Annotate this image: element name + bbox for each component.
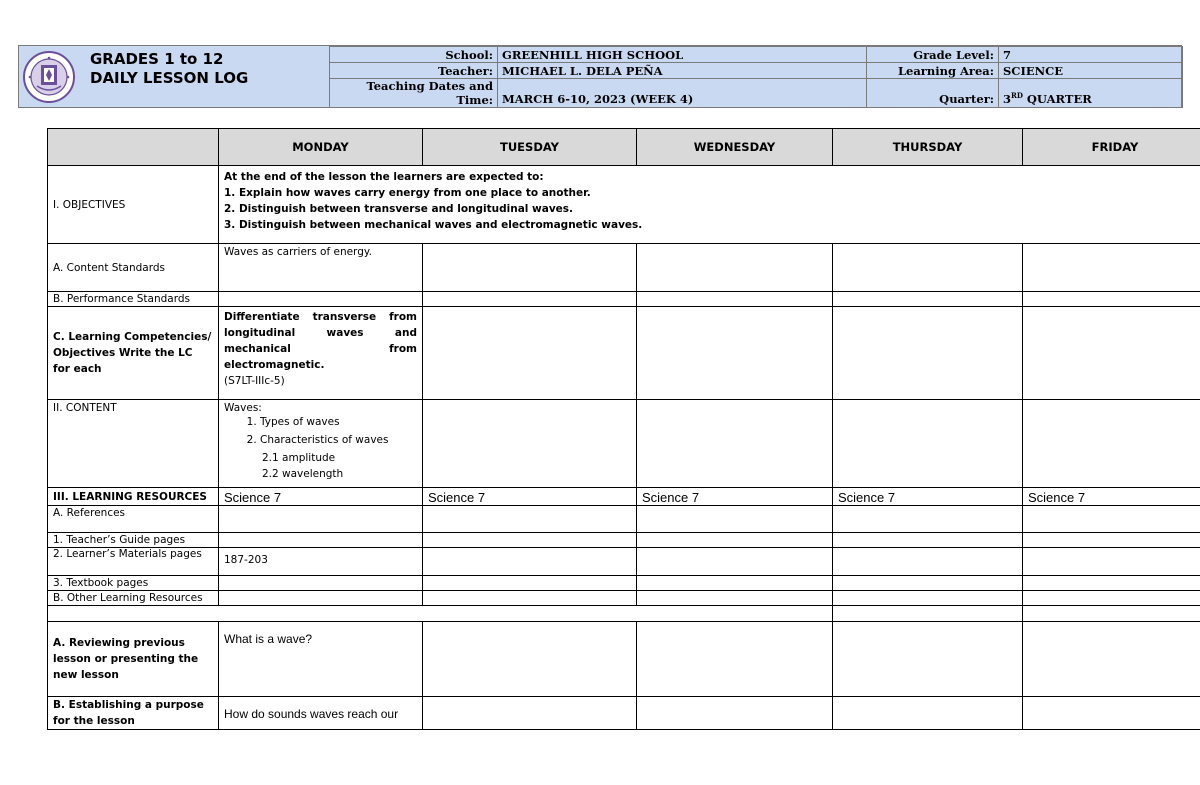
content-standards-tuesday bbox=[423, 244, 637, 292]
learning-resources-label: III. LEARNING RESOURCES bbox=[48, 488, 219, 506]
learning-resources-row bbox=[48, 488, 1200, 506]
content-list: 1. Types of waves 2. Characteristics of waves bbox=[224, 416, 417, 446]
content-friday bbox=[1023, 400, 1200, 488]
purpose-friday bbox=[1023, 697, 1200, 730]
competencies-monday: Differentiate transverse from longitudinal waves and mechanical from electromagnetic. (S7LT-IIIc-5) bbox=[219, 307, 423, 400]
content-thursday bbox=[833, 400, 1023, 488]
other-resources-monday bbox=[219, 591, 423, 606]
other-resources-row bbox=[48, 591, 1200, 606]
grade-level-label: Grade Level: bbox=[867, 47, 999, 63]
teacher-label: Teacher: bbox=[330, 63, 498, 79]
content-standards-label: A. Content Standards bbox=[48, 244, 219, 292]
content-standards-monday: Waves as carriers of energy. bbox=[219, 244, 423, 292]
corner-cell bbox=[48, 129, 219, 166]
learners-materials-wednesday bbox=[637, 548, 833, 576]
reviewing-thursday bbox=[833, 622, 1023, 697]
other-resources-tuesday bbox=[423, 591, 637, 606]
objectives-row bbox=[48, 166, 1200, 244]
learners-materials-thursday bbox=[833, 548, 1023, 576]
teachers-guide-friday bbox=[1023, 533, 1200, 548]
objectives-label: I. OBJECTIVES bbox=[48, 166, 219, 244]
reviewing-monday: What is a wave? bbox=[219, 622, 423, 697]
textbook-wednesday bbox=[637, 576, 833, 591]
performance-standards-friday bbox=[1023, 292, 1200, 307]
content-wednesday bbox=[637, 400, 833, 488]
header-info-table bbox=[329, 46, 1183, 108]
objectives-text: At the end of the lesson the learners are expected to: 1. Explain how waves carry energy from one place to another. 2. Distinguish between transverse and longitudinal waves. 3. Distinguish between mechanical waves and electromagnetic waves. bbox=[219, 166, 1200, 244]
day-header-tuesday: TUESDAY bbox=[423, 129, 637, 166]
content-standards-thursday bbox=[833, 244, 1023, 292]
quarter-value: 3RD QUARTER bbox=[999, 79, 1183, 108]
performance-standards-label: B. Performance Standards bbox=[48, 292, 219, 307]
resources-tuesday: Science 7 bbox=[423, 488, 637, 506]
learners-materials-friday bbox=[1023, 548, 1200, 576]
reviewing-label: A. Reviewing previous lesson or presenting the new lesson bbox=[48, 622, 219, 697]
learning-area-label: Learning Area: bbox=[867, 63, 999, 79]
document-title: GRADES 1 to 12 DAILY LESSON LOG bbox=[90, 50, 249, 87]
spacer-thursday bbox=[833, 606, 1023, 622]
performance-standards-wednesday bbox=[637, 292, 833, 307]
spacer-row bbox=[48, 606, 1200, 622]
competencies-tuesday bbox=[423, 307, 637, 400]
textbook-label: 3. Textbook pages bbox=[48, 576, 219, 591]
other-resources-thursday bbox=[833, 591, 1023, 606]
references-monday bbox=[219, 506, 423, 533]
content-tuesday bbox=[423, 400, 637, 488]
other-resources-wednesday bbox=[637, 591, 833, 606]
textbook-thursday bbox=[833, 576, 1023, 591]
purpose-wednesday bbox=[637, 697, 833, 730]
purpose-thursday bbox=[833, 697, 1023, 730]
textbook-friday bbox=[1023, 576, 1200, 591]
learners-materials-monday: 187-203 bbox=[219, 548, 423, 576]
teachers-guide-tuesday bbox=[423, 533, 637, 548]
competencies-friday bbox=[1023, 307, 1200, 400]
spacer-cell bbox=[48, 606, 833, 622]
day-header-wednesday: WEDNESDAY bbox=[637, 129, 833, 166]
days-header-row bbox=[48, 129, 1200, 166]
references-row bbox=[48, 506, 1200, 533]
references-thursday bbox=[833, 506, 1023, 533]
reviewing-tuesday bbox=[423, 622, 637, 697]
other-resources-label: B. Other Learning Resources bbox=[48, 591, 219, 606]
content-row bbox=[48, 400, 1200, 488]
references-friday bbox=[1023, 506, 1200, 533]
day-header-monday: MONDAY bbox=[219, 129, 423, 166]
school-value: GREENHILL HIGH SCHOOL bbox=[498, 47, 867, 63]
reviewing-friday bbox=[1023, 622, 1200, 697]
performance-standards-row bbox=[48, 292, 1200, 307]
resources-wednesday: Science 7 bbox=[637, 488, 833, 506]
resources-monday: Science 7 bbox=[219, 488, 423, 506]
competencies-label: C. Learning Competencies/ Objectives Write the LC for each bbox=[48, 307, 219, 400]
teachers-guide-monday bbox=[219, 533, 423, 548]
learners-materials-label: 2. Learner’s Materials pages bbox=[48, 548, 219, 576]
references-wednesday bbox=[637, 506, 833, 533]
textbook-monday bbox=[219, 576, 423, 591]
other-resources-friday bbox=[1023, 591, 1200, 606]
day-header-friday: FRIDAY bbox=[1023, 129, 1200, 166]
school-label: School: bbox=[330, 47, 498, 63]
purpose-label: B. Establishing a purpose for the lesson bbox=[48, 697, 219, 730]
performance-standards-thursday bbox=[833, 292, 1023, 307]
content-standards-friday bbox=[1023, 244, 1200, 292]
performance-standards-tuesday bbox=[423, 292, 637, 307]
content-standards-row bbox=[48, 244, 1200, 292]
day-header-thursday: THURSDAY bbox=[833, 129, 1023, 166]
lesson-log-table bbox=[47, 128, 1200, 730]
references-label: A. References bbox=[48, 506, 219, 533]
lesson-log-header bbox=[18, 45, 1182, 108]
learners-materials-tuesday bbox=[423, 548, 637, 576]
learners-materials-row bbox=[48, 548, 1200, 576]
competencies-row bbox=[48, 307, 1200, 400]
content-label: II. CONTENT bbox=[48, 400, 219, 488]
references-tuesday bbox=[423, 506, 637, 533]
resources-thursday: Science 7 bbox=[833, 488, 1023, 506]
reviewing-row bbox=[48, 622, 1200, 697]
performance-standards-monday bbox=[219, 292, 423, 307]
teachers-guide-row bbox=[48, 533, 1200, 548]
resources-friday: Science 7 bbox=[1023, 488, 1200, 506]
textbook-row bbox=[48, 576, 1200, 591]
purpose-tuesday bbox=[423, 697, 637, 730]
grade-level-value: 7 bbox=[999, 47, 1183, 63]
competencies-thursday bbox=[833, 307, 1023, 400]
textbook-tuesday bbox=[423, 576, 637, 591]
deped-seal-icon bbox=[22, 50, 76, 104]
teaching-dates-value: MARCH 6-10, 2023 (WEEK 4) bbox=[498, 79, 867, 108]
content-standards-wednesday bbox=[637, 244, 833, 292]
teachers-guide-thursday bbox=[833, 533, 1023, 548]
content-monday: Waves: 1. Types of waves 2. Characteristics of waves 2.1 amplitude 2.2 wavelength bbox=[219, 400, 423, 488]
reviewing-wednesday bbox=[637, 622, 833, 697]
teachers-guide-wednesday bbox=[637, 533, 833, 548]
purpose-row bbox=[48, 697, 1200, 730]
teaching-dates-label: Teaching Dates and Time: bbox=[330, 79, 498, 108]
teacher-value: MICHAEL L. DELA PEÑA bbox=[498, 63, 867, 79]
purpose-monday: How do sounds waves reach our bbox=[219, 697, 423, 730]
quarter-label: Quarter: bbox=[867, 79, 999, 108]
learning-area-value: SCIENCE bbox=[999, 63, 1183, 79]
competencies-wednesday bbox=[637, 307, 833, 400]
teachers-guide-label: 1. Teacher’s Guide pages bbox=[48, 533, 219, 548]
spacer-friday bbox=[1023, 606, 1200, 622]
